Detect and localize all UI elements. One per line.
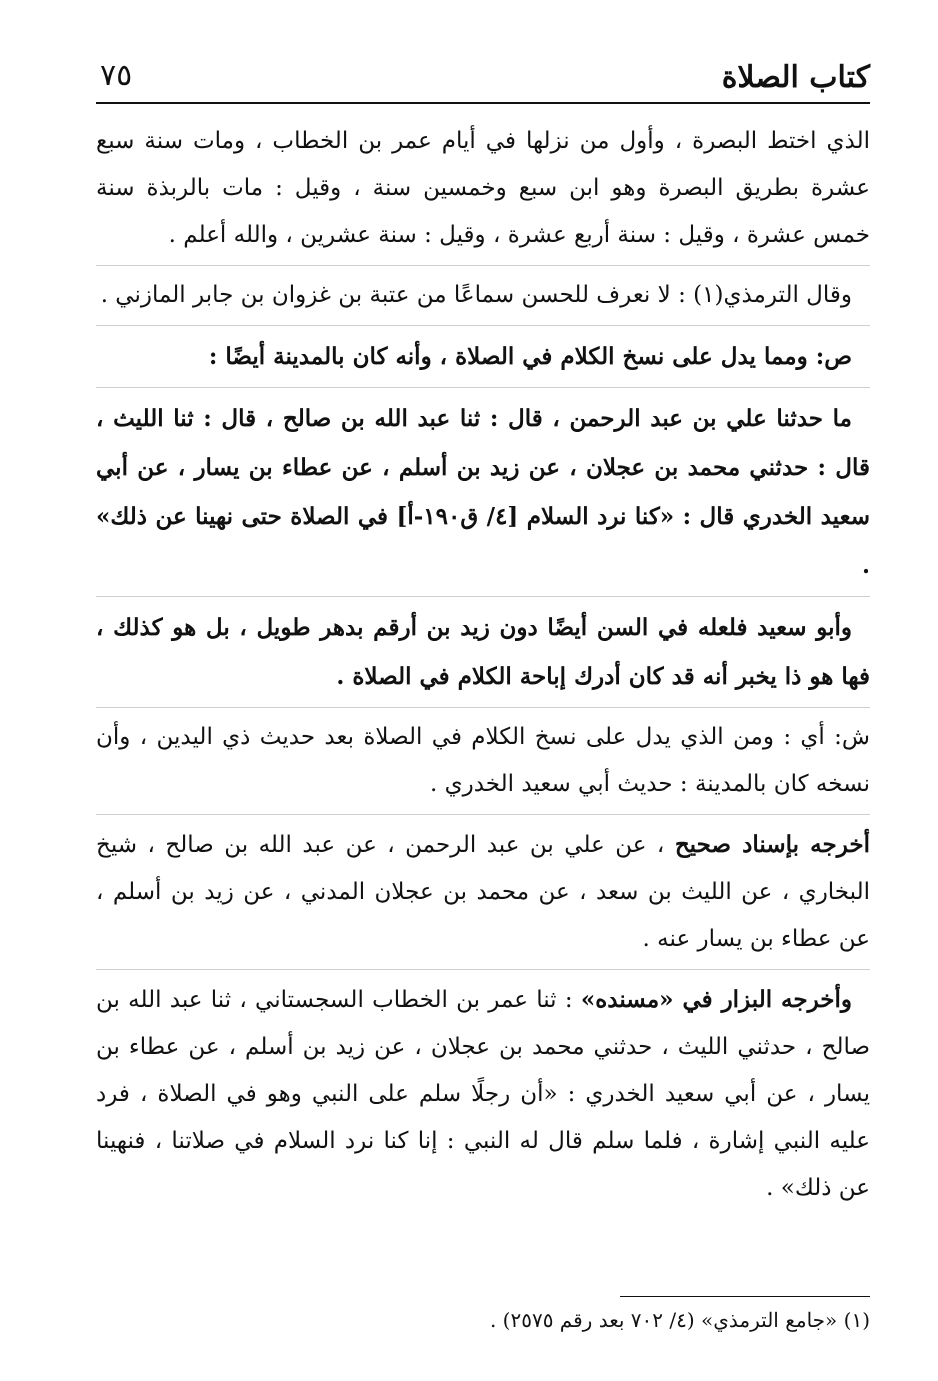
paragraph-4: ما حدثنا علي بن عبد الرحمن ، قال : ثنا عبد الله بن صالح ، قال : ثنا الليث ، قال : حدثني محمد بن عجلان ، عن زيد بن أسلم ، عن عطاء بن يسار ، عن أبي سعيد الخدري قال : «كنا نرد السلام [٤/ ق١٩٠-أ] في الصلاة حتى نهينا عن ذلك» . [96, 405, 870, 579]
main-text [96, 118, 870, 1212]
footnote-rule [620, 1296, 870, 1297]
paragraph-7-text: ، عن علي بن عبد الرحمن ، عن عبد الله بن صالح ، شيخ البخاري ، عن الليث بن سعد ، عن محمد بن عجلان المدني ، عن زيد بن أسلم ، عن عطاء بن يسار عنه . [96, 832, 870, 952]
page-number: ٧٥ [100, 58, 133, 93]
paragraph-2: وقال الترمذي(١) : لا نعرف للحسن سماعًا من عتبة بن غزوان بن جابر المازني . [100, 282, 852, 308]
paragraph-5: وأبو سعيد فلعله في السن أيضًا دون زيد بن أرقم بدهر طويل ، بل هو كذلك ، فها هو ذا يخبر أنه قد كان أدرك إباحة الكلام في الصلاة . [96, 614, 870, 690]
paragraph-8-lead: وأخرجه البزار في «مسنده» [580, 986, 853, 1013]
book-page [96, 52, 870, 1216]
running-header [96, 52, 870, 104]
paragraph-divider [96, 596, 870, 597]
paragraph-6: ش: أي : ومن الذي يدل على نسخ الكلام في الصلاة بعد حديث ذي اليدين ، وأن نسخه كان بالمدينة : حديث أبي سعيد الخدري . [96, 724, 870, 797]
paragraph-8 [96, 976, 870, 1212]
paragraph-divider [96, 265, 870, 266]
paragraph-8-text: : ثنا عمر بن الخطاب السجستاني ، ثنا عبد الله بن صالح ، حدثني الليث ، حدثني محمد بن عجلان ، عن زيد بن أسلم ، عن عطاء بن يسار ، عن أبي سعيد الخدري : «أن رجلًا سلم على النبي وهو في الصلاة ، فرد عليه النبي إشارة ، فلما سلم قال له النبي : إنا كنا نرد السلام في صلاتنا ، فنهينا عن ذلك» . [96, 987, 870, 1201]
paragraph-1: الذي اختط البصرة ، وأول من نزلها في أيام عمر بن الخطاب ، ومات سنة سبع عشرة بطريق البصرة وهو ابن سبع وخمسين سنة ، وقيل : مات بالربذة سنة خمس عشرة ، وقيل : سنة أربع عشرة ، وقيل : سنة عشرين ، والله أعلم . [96, 128, 870, 248]
paragraph-divider [96, 325, 870, 326]
footnote: (١) «جامع الترمذي» (٤/ ٧٠٢ بعد رقم ٢٥٧٥) . [489, 1308, 870, 1332]
paragraph-divider [96, 969, 870, 970]
paragraph-divider [96, 814, 870, 815]
paragraph-3: ص: ومما يدل على نسخ الكلام في الصلاة ، وأنه كان بالمدينة أيضًا : [208, 343, 852, 370]
chapter-title: كتاب الصلاة [721, 60, 870, 95]
paragraph-divider [96, 707, 870, 708]
paragraph-7 [96, 821, 870, 963]
paragraph-divider [96, 387, 870, 388]
paragraph-7-lead: أخرجه بإسناد صحيح [674, 831, 871, 858]
